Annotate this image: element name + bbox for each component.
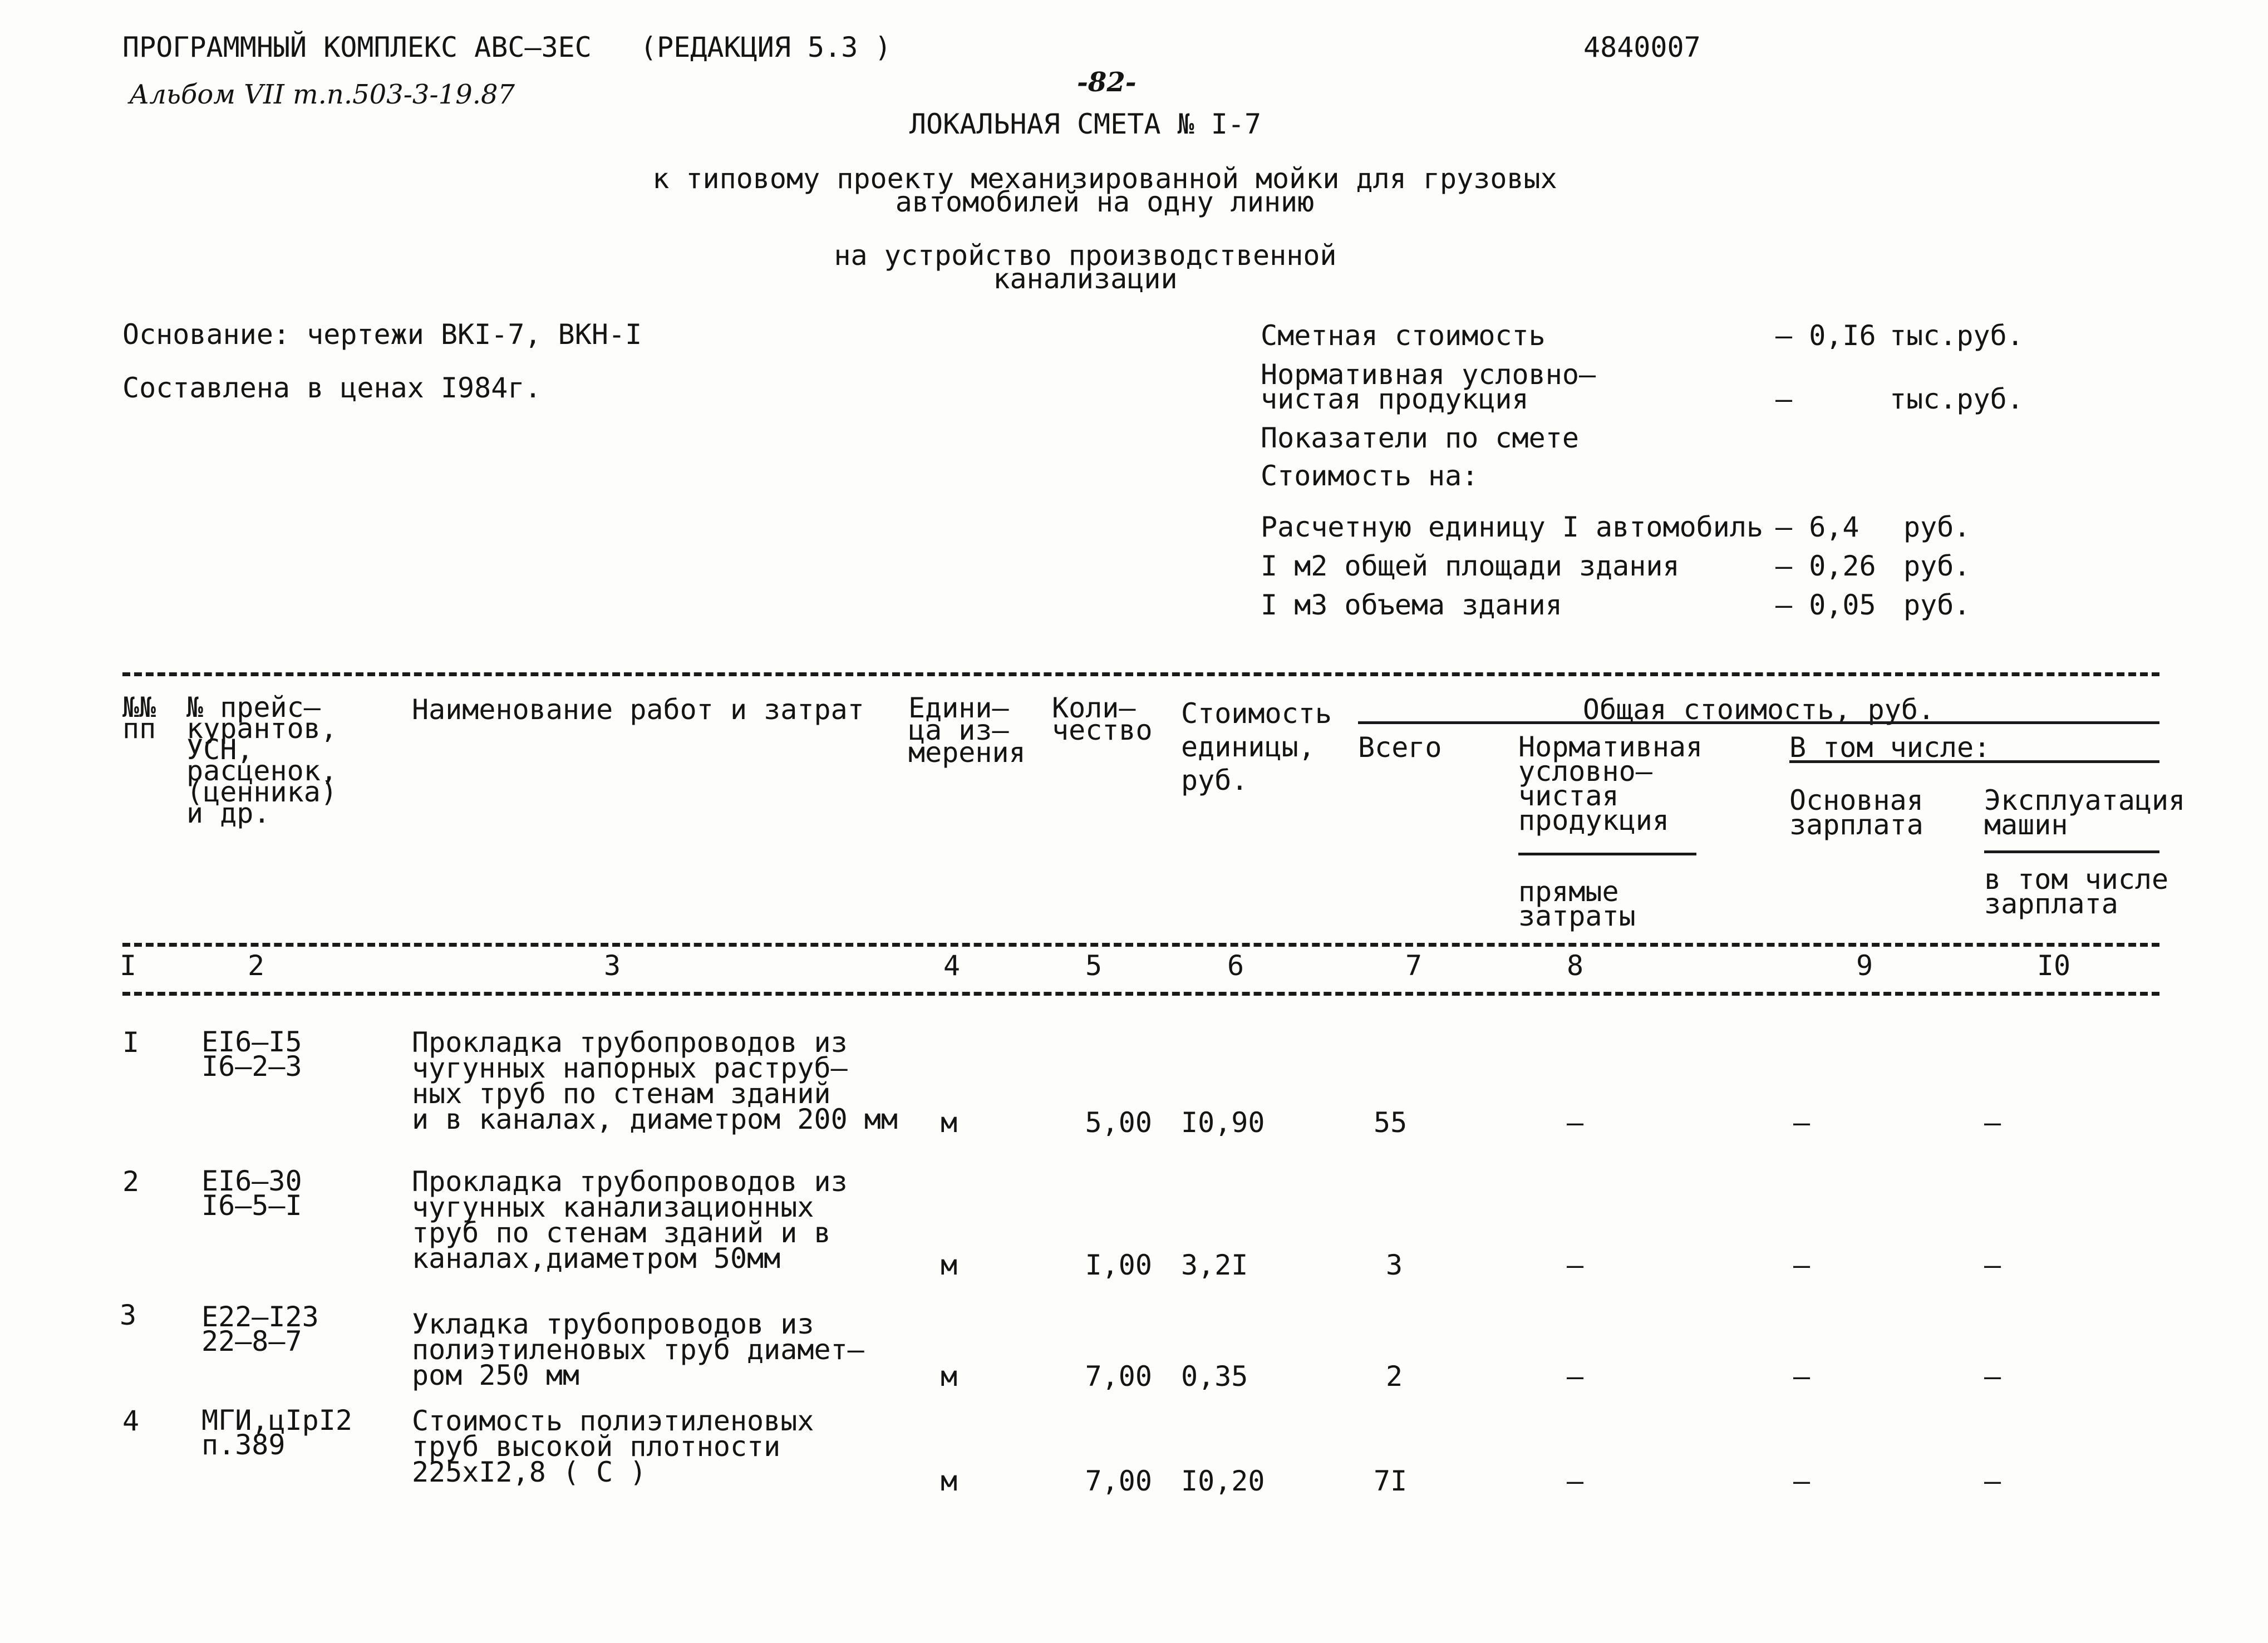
row-quantity: I,00 bbox=[1085, 1249, 1152, 1281]
normative-label-line2: чистая продукция bbox=[1261, 383, 1529, 415]
row-quantity: 7,00 bbox=[1085, 1465, 1152, 1497]
header-col-3: Наименование работ и затрат bbox=[412, 693, 864, 726]
row-description: Прокладка трубопроводов из чугунных напорных раструб– ных труб по стенам зданий и в каналах, диаметром 200 мм bbox=[412, 1026, 898, 1135]
row-quantity: 5,00 bbox=[1085, 1106, 1152, 1139]
row-unit-price: 0,35 bbox=[1181, 1360, 1248, 1393]
header-including: В том числе: bbox=[1789, 731, 1991, 764]
row-total: 2 bbox=[1386, 1360, 1403, 1393]
row-machines: – bbox=[1984, 1249, 2001, 1281]
row-machines: – bbox=[1984, 1360, 2001, 1393]
estimated-cost-value: – 0,I6 bbox=[1775, 319, 1876, 352]
col-8-rule bbox=[1518, 853, 1696, 855]
column-number: 9 bbox=[1856, 950, 1873, 982]
estimated-cost-unit: тыс.руб. bbox=[1890, 319, 2024, 352]
header-col-10b: в том числе зарплата bbox=[1984, 863, 2169, 920]
row-code: МГИ,цIpI2 п.389 bbox=[201, 1404, 352, 1461]
column-number: I0 bbox=[2036, 950, 2071, 982]
indicator-label: I м3 объема здания bbox=[1261, 589, 1562, 621]
row-machines: – bbox=[1984, 1465, 2001, 1497]
row-number: 4 bbox=[122, 1405, 140, 1437]
row-description: Стоимость полиэтиленовых труб высокой плотности 225xI2,8 ( С ) bbox=[412, 1405, 814, 1488]
row-number: 3 bbox=[120, 1299, 137, 1331]
row-number: I bbox=[122, 1026, 140, 1059]
column-number: 5 bbox=[1085, 950, 1103, 982]
row-normative: – bbox=[1567, 1249, 1584, 1281]
total-group-rule bbox=[1358, 721, 2159, 724]
header-total-group: Общая стоимость, руб. bbox=[1582, 693, 1935, 726]
header-col-10: Эксплуатация машин bbox=[1984, 784, 2186, 841]
row-normative: – bbox=[1567, 1360, 1584, 1393]
header-col-4: Едини– ца из– мерения bbox=[908, 692, 1026, 769]
row-normative: – bbox=[1567, 1106, 1584, 1139]
title-line-3: на устройство производственной bbox=[834, 239, 1337, 272]
indicator-unit: руб. bbox=[1903, 550, 1971, 582]
title-line-4: канализации bbox=[993, 263, 1178, 295]
header-col-8: Нормативная условно– чистая продукция bbox=[1518, 731, 1703, 837]
row-quantity: 7,00 bbox=[1085, 1360, 1152, 1393]
indicator-value: – 0,05 bbox=[1775, 589, 1876, 621]
column-number: I bbox=[119, 950, 137, 982]
row-description: Укладка трубопроводов из полиэтиленовых труб диамет– ром 250 мм bbox=[412, 1308, 864, 1391]
row-unit: м bbox=[941, 1360, 958, 1393]
column-number: 8 bbox=[1566, 950, 1584, 982]
row-unit-price: I0,90 bbox=[1181, 1106, 1265, 1139]
column-number: 2 bbox=[247, 950, 265, 982]
row-code: EI6–I5 I6–2–3 bbox=[201, 1026, 302, 1083]
header-col-9: Основная зарплата bbox=[1789, 784, 1923, 841]
indicator-value: – 0,26 bbox=[1775, 550, 1876, 582]
indicators-label: Показатели по смете bbox=[1261, 422, 1579, 454]
program-name: ПРОГРАММНЫЙ КОМПЛЕКС АВС–ЗЕС bbox=[122, 31, 592, 63]
row-total: 3 bbox=[1386, 1249, 1403, 1281]
album-handwritten-note: Альбом VII т.п.503-3-19.87 bbox=[129, 79, 515, 110]
header-col-6: Стоимость единицы, руб. bbox=[1181, 697, 1332, 796]
cost-per-label: Стоимость на: bbox=[1261, 460, 1479, 492]
document-code: 4840007 bbox=[1583, 31, 1701, 63]
indicator-unit: руб. bbox=[1903, 589, 1971, 621]
estimate-title: ЛОКАЛЬНАЯ СМЕТА № I-7 bbox=[909, 108, 1262, 140]
column-number: 6 bbox=[1227, 950, 1244, 982]
row-number: 2 bbox=[122, 1165, 140, 1198]
table-top-rule bbox=[122, 672, 2159, 676]
row-salary: – bbox=[1793, 1360, 1811, 1393]
row-salary: – bbox=[1793, 1249, 1811, 1281]
header-bottom-rule bbox=[122, 943, 2159, 947]
indicator-value: – 6,4 bbox=[1775, 511, 1859, 543]
row-code: EI6–30 I6–5–I bbox=[201, 1165, 302, 1222]
column-number: 7 bbox=[1405, 950, 1423, 982]
row-unit: м bbox=[941, 1106, 958, 1139]
row-salary: – bbox=[1793, 1465, 1811, 1497]
edition-label: (РЕДАКЦИЯ 5.3 ) bbox=[640, 31, 892, 63]
normative-label-line1: Нормативная условно– bbox=[1261, 358, 1596, 391]
header-col-7: Всего bbox=[1358, 731, 1442, 764]
basis-drawings: Основание: чертежи ВКI-7, ВКН-I bbox=[122, 318, 642, 351]
page-number-handwritten: -82- bbox=[1077, 67, 1137, 98]
including-rule bbox=[1789, 760, 2159, 763]
row-total: 55 bbox=[1374, 1106, 1408, 1139]
basis-prices: Составлена в ценах I984г. bbox=[122, 372, 542, 404]
indicator-unit: руб. bbox=[1903, 511, 1971, 543]
row-code: E22–I23 22–8–7 bbox=[201, 1301, 319, 1357]
row-unit: м bbox=[941, 1249, 958, 1281]
row-salary: – bbox=[1793, 1106, 1811, 1139]
header-col-1: №№ пп bbox=[122, 691, 156, 745]
indicator-label: Расчетную единицу I автомобиль bbox=[1261, 511, 1764, 543]
column-number: 4 bbox=[943, 950, 961, 982]
indicator-label: I м2 общей площади здания bbox=[1261, 550, 1680, 582]
row-total: 7I bbox=[1374, 1465, 1408, 1497]
row-description: Прокладка трубопроводов из чугунных канализационных труб по стенам зданий и в каналах,диаметром 50мм bbox=[412, 1165, 848, 1275]
col-10-rule bbox=[1984, 850, 2159, 853]
title-line-2: автомобилей на одну линию bbox=[895, 186, 1315, 218]
normative-unit: тыс.руб. bbox=[1890, 383, 2024, 415]
row-unit-price: 3,2I bbox=[1181, 1249, 1248, 1281]
header-col-5: Коли– чество bbox=[1052, 692, 1153, 746]
row-unit-price: I0,20 bbox=[1181, 1465, 1265, 1497]
row-machines: – bbox=[1984, 1106, 2001, 1139]
row-normative: – bbox=[1567, 1465, 1584, 1497]
row-unit: м bbox=[941, 1465, 958, 1497]
header-col-2: № прейс– курантов, УСН, расценок, (ценника) и др. bbox=[186, 691, 337, 829]
column-numbers-bottom-rule bbox=[122, 992, 2159, 996]
normative-value: – bbox=[1775, 383, 1793, 415]
title-line-1: к типовому проекту механизированной мойки для грузовых bbox=[652, 163, 1557, 195]
estimated-cost-label: Сметная стоимость bbox=[1261, 319, 1546, 352]
column-number: 3 bbox=[603, 950, 621, 982]
header-col-8b: прямые затраты bbox=[1518, 875, 1636, 932]
